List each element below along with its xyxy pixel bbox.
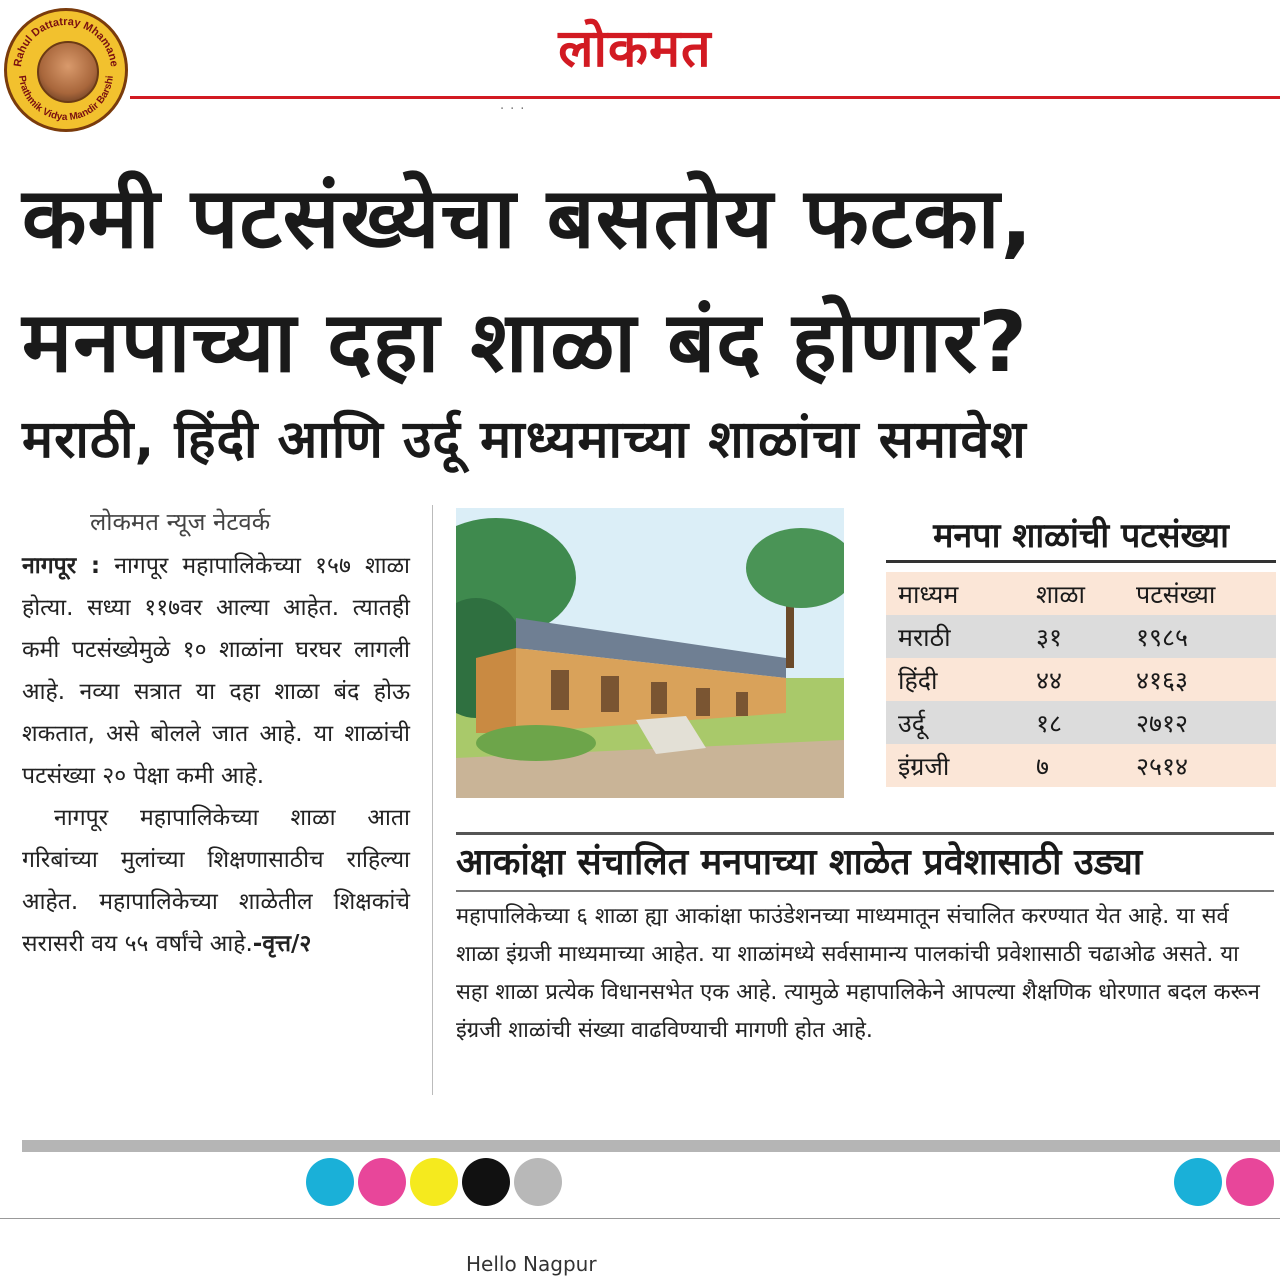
badge-bottom-text: Prathmik Vidya Mandir Barshi bbox=[15, 74, 116, 124]
footer-rule bbox=[0, 1218, 1280, 1219]
sub-story-top-rule bbox=[456, 832, 1274, 835]
table-row bbox=[886, 701, 1276, 744]
table-header-row bbox=[886, 572, 1276, 615]
table-header-cell: माध्यम bbox=[898, 579, 959, 609]
table-row bbox=[886, 658, 1276, 701]
badge-top-text: Rahul Dattatray Mhamane bbox=[12, 15, 120, 68]
table-cell-schools: ७ bbox=[1036, 751, 1050, 781]
sub-story-heading-rule bbox=[456, 890, 1274, 892]
cut-off-text-line: ... bbox=[500, 98, 531, 110]
school-building-illustration bbox=[456, 508, 844, 798]
table-header-cell: शाळा bbox=[1036, 579, 1085, 609]
sub-story-heading: आकांक्षा संचालित मनपाच्या शाळेत प्रवेशासाठी उड्या bbox=[456, 842, 1143, 883]
profile-badge bbox=[4, 8, 128, 132]
table-row bbox=[886, 615, 1276, 658]
registration-dot-magenta bbox=[358, 1158, 406, 1206]
table-header-cell: पटसंख्या bbox=[1136, 579, 1216, 609]
story-paragraph-2-text: नागपूर महापालिकेच्या शाळा आता गरिबांच्या मुलांच्या शिक्षणासाठीच राहिल्या आहेत. महापालिकेच्या शाळेतील शिक्षकांचे सरासरी वय ५५ वर्षांचे आहे. bbox=[22, 805, 410, 957]
registration-dot-yellow bbox=[410, 1158, 458, 1206]
table-cell-enrollment: २७१२ bbox=[1136, 708, 1189, 738]
registration-dot-cyan-right bbox=[1174, 1158, 1222, 1206]
table-row bbox=[886, 744, 1276, 787]
byline: लोकमत न्यूज नेटवर्क bbox=[90, 508, 271, 536]
print-gray-bar bbox=[22, 1140, 1280, 1152]
footer-label: Hello Nagpur bbox=[466, 1252, 597, 1276]
table-cell-medium: हिंदी bbox=[898, 665, 938, 695]
story-paragraph-1-text: नागपूर महापालिकेच्या १५७ शाळा होत्या. सध्या ११७वर आल्या आहेत. त्यातही कमी पटसंख्येमुळे १० शाळांना घरघर लागली आहे. नव्या सत्रात या दहा शाळा बंद होऊ शकतात, असे बोलले जात आहे. या शाळांची पटसंख्या २० पेक्षा कमी आहे. bbox=[22, 553, 411, 789]
table-title: मनपा शाळांची पटसंख्या bbox=[933, 516, 1229, 556]
registration-dot-magenta-right bbox=[1226, 1158, 1274, 1206]
table-cell-schools: १८ bbox=[1036, 708, 1063, 738]
story-paragraph-1 bbox=[22, 545, 410, 797]
registration-dot-cyan bbox=[306, 1158, 354, 1206]
badge-portrait bbox=[37, 41, 99, 103]
newspaper-masthead: लोकमत bbox=[558, 18, 712, 79]
table-cell-medium: मराठी bbox=[898, 622, 951, 652]
story-body bbox=[22, 545, 410, 965]
headline-line-1: कमी पटसंख्येचा बसतोय फटका, bbox=[22, 169, 1034, 267]
table-cell-enrollment: १९८५ bbox=[1136, 622, 1189, 652]
table-cell-enrollment: ४१६३ bbox=[1136, 665, 1189, 695]
table-cell-medium: उर्दू bbox=[898, 708, 925, 738]
table-cell-enrollment: २५१४ bbox=[1136, 751, 1189, 781]
headline-line-2: मनपाच्या दहा शाळा बंद होणार? bbox=[22, 293, 1028, 391]
registration-dot-black bbox=[462, 1158, 510, 1206]
enrollment-table bbox=[886, 572, 1276, 787]
table-cell-schools: ४४ bbox=[1036, 665, 1063, 695]
registration-dot-gray bbox=[514, 1158, 562, 1206]
table-cell-schools: ३१ bbox=[1036, 622, 1063, 652]
table-cell-medium: इंग्रजी bbox=[898, 751, 950, 781]
story-credit: -वृत्त/२ bbox=[252, 931, 312, 957]
column-divider bbox=[432, 505, 433, 1095]
table-title-rule bbox=[886, 560, 1276, 563]
dateline: नागपूर : bbox=[22, 553, 101, 579]
sub-story-body: महापालिकेच्या ६ शाळा ह्या आकांक्षा फाउंडेशनच्या माध्यमातून संचालित करण्यात येत आहे. या सर्व शाळा इंग्रजी माध्यमाच्या आहेत. या शाळांमध्ये सर्वसामान्य पालकांची प्रवेशासाठी चढाओढ असते. या सहा शाळा प्रत्येक विधानसभेत एक आहे. त्यामुळे महापालिकेने आपल्या शैक्षणिक धोरणात बदल करून इंग्रजी शाळांची संख्या वाढविण्याची मागणी होत आहे. bbox=[456, 904, 1260, 1043]
story-paragraph-2 bbox=[22, 797, 410, 965]
subheadline: मराठी, हिंदी आणि उर्दू माध्यमाच्या शाळांचा समावेश bbox=[22, 410, 1027, 470]
